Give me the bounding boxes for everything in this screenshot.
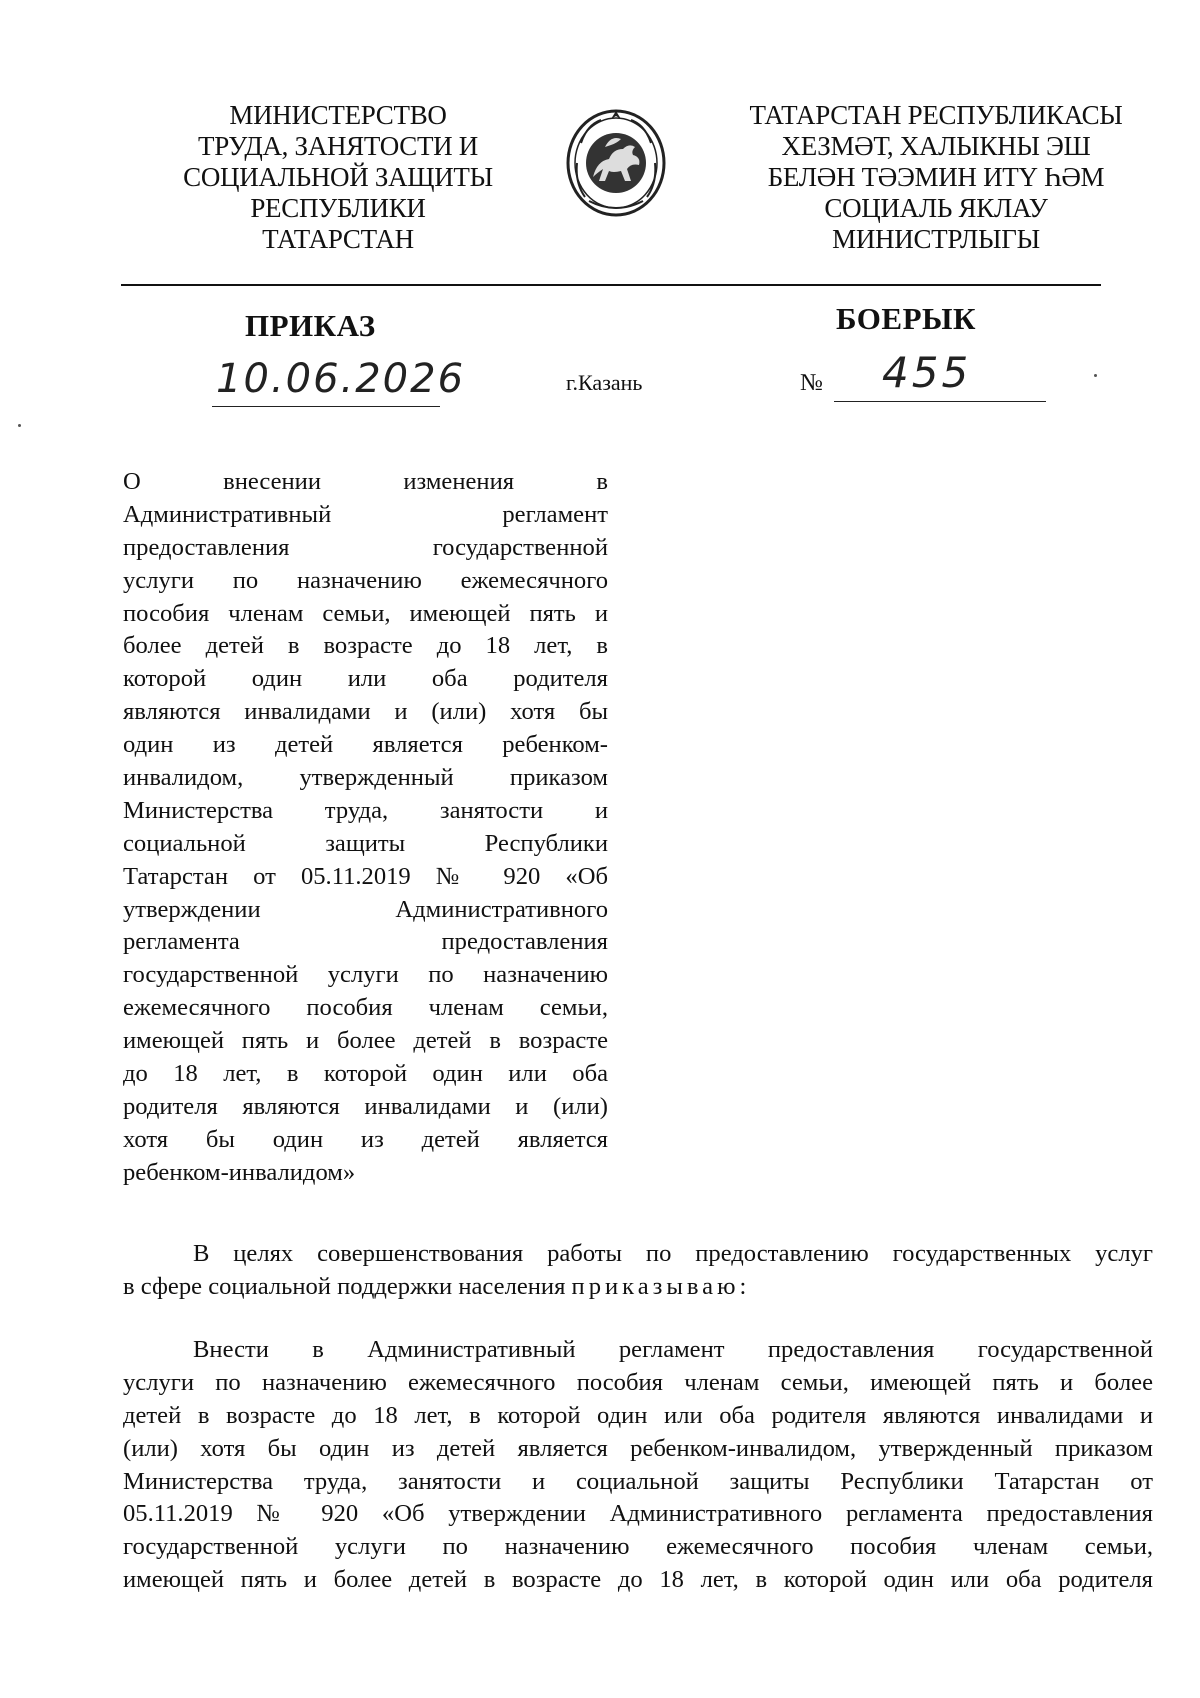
subject-line: родителя являются инвалидами и (или) — [123, 1092, 608, 1120]
subject-line: ребенком-инвалидом» — [123, 1158, 356, 1186]
subject-line: инвалидом, утвержденный приказом — [123, 764, 608, 792]
subject-line: предоставления государственной — [123, 533, 608, 561]
ministry-name-tt-line: МИНИСТРЛЫГЫ — [832, 224, 1040, 254]
order-directive-word: приказываю: — [571, 1272, 751, 1300]
subject-line: ежемесячного пособия членам семьи, — [123, 994, 608, 1022]
preamble-text: в сфере социальной поддержки населения — [123, 1272, 572, 1300]
subject-line: которой один или оба родителя — [123, 665, 608, 693]
ministry-name-ru-line: РЕСПУБЛИКИ — [250, 193, 426, 223]
subject-line: являются инвалидами и (или) хотя бы — [123, 698, 608, 726]
paragraph-line: услуги по назначению ежемесячного пособия членам семьи, имеющей пять и более — [123, 1368, 1153, 1396]
paragraph-line: детей в возрасте до 18 лет, в которой один или оба родителя являются инвалидами и — [123, 1401, 1153, 1429]
ministry-name-ru-line: МИНИСТЕРСТВО — [229, 100, 447, 130]
ministry-name-ru-line: СОЦИАЛЬНОЙ ЗАЩИТЫ — [183, 162, 493, 192]
order-city: г.Казань — [566, 370, 643, 395]
subject-line: Административный регламент — [123, 500, 608, 528]
subject-line: до 18 лет, в которой один или оба — [123, 1060, 608, 1088]
subject-line: регламента предоставления — [123, 928, 608, 956]
order-preamble — [123, 1238, 1153, 1304]
subject-line: пособия членам семьи, имеющей пять и — [123, 599, 608, 627]
ministry-name-ru — [138, 100, 538, 255]
subject-line: Министерства труда, занятости и — [123, 796, 608, 824]
ministry-name-ru-line: ТРУДА, ЗАНЯТОСТИ И — [198, 131, 478, 161]
order-paragraph — [123, 1334, 1153, 1597]
scan-speck — [1094, 374, 1097, 377]
order-date-field — [212, 356, 466, 410]
subject-line: более детей в возрасте до 18 лет, в — [123, 632, 608, 660]
number-underline — [834, 401, 1046, 402]
scan-speck — [18, 424, 21, 427]
paragraph-line: Внести в Административный регламент предоставления государственной — [193, 1336, 1153, 1363]
preamble-line — [123, 1271, 1153, 1304]
ministry-name-tt-line: СОЦИАЛЬ ЯКЛАУ — [824, 193, 1048, 223]
subject-line: Татарстан от 05.11.2019 № 920 «Об — [123, 862, 608, 890]
order-number: 455 — [882, 348, 972, 397]
subject-line: услуги по назначению ежемесячного — [123, 566, 608, 594]
paragraph-line: государственной услуги по назначению ежемесячного пособия членам семьи, — [123, 1533, 1153, 1561]
header-divider — [121, 284, 1101, 286]
paragraph-line: Министерства труда, занятости и социальной защиты Республики Татарстан от — [123, 1467, 1153, 1495]
paragraph-line: (или) хотя бы один из детей является ребенком-инвалидом, утвержденный приказом — [123, 1434, 1153, 1462]
tatarstan-coat-of-arms-icon — [561, 103, 672, 220]
subject-line: О внесении изменения в — [123, 468, 608, 495]
order-date: 10.06.2026 — [216, 356, 466, 402]
subject-line: государственной услуги по назначению — [123, 961, 608, 989]
ministry-name-tt-line: ТАТАРСТАН РЕСПУБЛИКАСЫ — [749, 100, 1123, 130]
ministry-name-tt — [716, 100, 1156, 255]
subject-line: утверждении Административного — [123, 895, 608, 923]
paragraph-line: 05.11.2019 № 920 «Об утверждении Административного регламента предоставления — [123, 1500, 1153, 1528]
ministry-name-tt-line: ХЕЗМӘТ, ХАЛЫКНЫ ЭШ — [781, 131, 1091, 161]
ministry-name-tt-line: БЕЛӘН ТӘЭМИН ИТҮ ҺӘМ — [767, 162, 1105, 192]
subject-line: имеющей пять и более детей в возрасте — [123, 1027, 608, 1055]
order-number-sign: № — [800, 370, 823, 396]
paragraph-line: имеющей пять и более детей в возрасте до 18 лет, в которой один или оба родителя — [123, 1566, 1153, 1594]
preamble-line: В целях совершенствования работы по предоставлению государственных услуг — [193, 1240, 1153, 1267]
subject-line: хотя бы один из детей является — [123, 1125, 608, 1153]
subject-line: социальной защиты Республики — [123, 829, 608, 857]
subject-line: один из детей является ребенком- — [123, 731, 608, 759]
order-subject — [123, 466, 608, 1190]
date-underline — [212, 406, 440, 407]
order-title-ru: ПРИКАЗ — [245, 308, 376, 343]
order-title-tt: БОЕРЫК — [836, 301, 976, 336]
ministry-name-ru-line: ТАТАРСТАН — [262, 224, 414, 254]
